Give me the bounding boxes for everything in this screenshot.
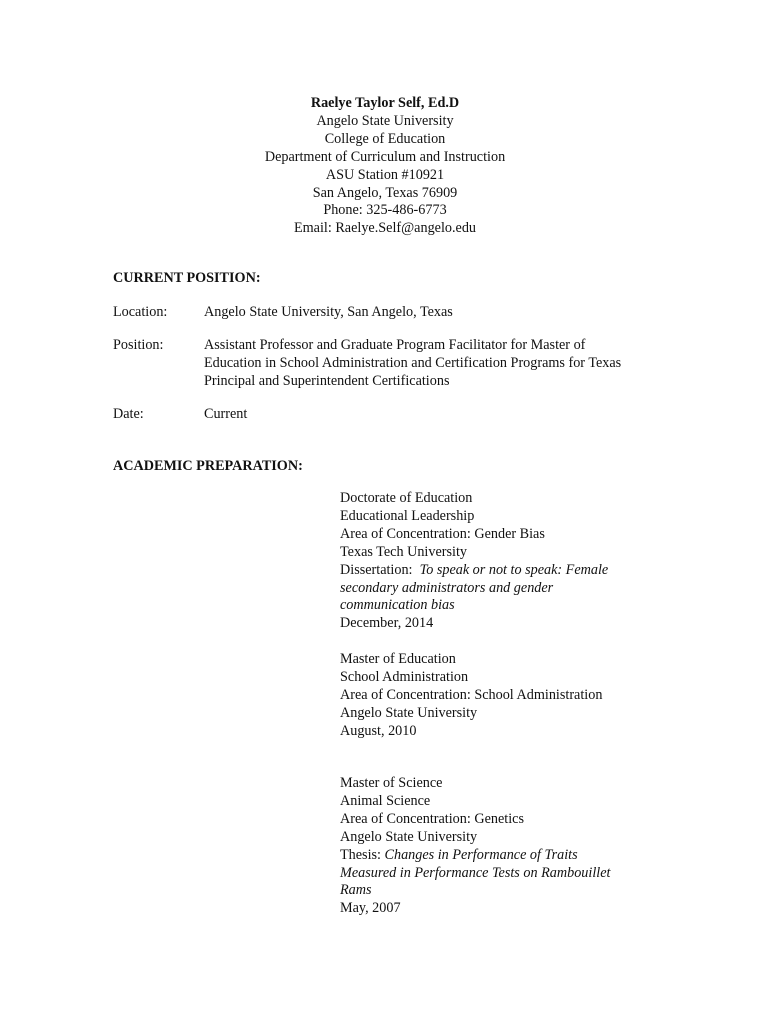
position-line: Principal and Superintendent Certifications (204, 372, 450, 389)
location-value: Angelo State University, San Angelo, Texas (204, 304, 453, 320)
dissertation-title-cont: communication bias (340, 597, 455, 614)
thesis-title: Changes in Performance of Traits (384, 846, 578, 863)
degree-name: Master of Science (340, 775, 443, 791)
thesis-line (340, 847, 740, 865)
dissertation-line (340, 562, 740, 580)
position-label: Position: (113, 337, 164, 353)
degree-concentration: Area of Concentration: Gender Bias (340, 525, 545, 542)
degree-entry-doctorate (340, 490, 740, 633)
degree-concentration: Area of Concentration: School Administration (340, 686, 603, 703)
date-value: Current (204, 406, 248, 422)
degree-institution: Angelo State University (340, 704, 478, 721)
position-line: Assistant Professor and Graduate Program Facilitator for Master of (204, 337, 586, 353)
thesis-prefix: Thesis: (340, 846, 381, 863)
email-line: Email: Raelye.Self@angelo.edu (293, 220, 477, 237)
position-value (204, 337, 674, 391)
degree-name: Doctorate of Education (340, 490, 473, 506)
degree-field: Animal Science (340, 792, 431, 809)
degree-concentration: Area of Concentration: Genetics (340, 810, 524, 827)
degree-date: December, 2014 (340, 615, 434, 632)
department-line: Department of Curriculum and Instruction (264, 148, 506, 165)
degree-date: May, 2007 (340, 900, 401, 917)
person-name: Raelye Taylor Self, Ed.D (310, 95, 460, 111)
degree-field: Educational Leadership (340, 507, 475, 524)
dissertation-title: To speak or not to speak: Female (419, 561, 609, 578)
thesis-title-cont: Measured in Performance Tests on Rambouillet (340, 864, 611, 881)
contact-header (0, 95, 770, 238)
position-line: Education in School Administration and Certification Programs for Texas (204, 354, 622, 371)
degree-field: School Administration (340, 668, 469, 685)
college-line: College of Education (324, 130, 446, 147)
degree-institution: Texas Tech University (340, 543, 467, 560)
academic-preparation-heading: ACADEMIC PREPARATION: (113, 458, 303, 474)
degree-institution: Angelo State University (340, 828, 478, 845)
city-line: San Angelo, Texas 76909 (312, 184, 458, 201)
degree-entry-ms (340, 775, 740, 918)
location-label: Location: (113, 304, 168, 320)
thesis-title-cont: Rams (340, 882, 372, 899)
current-position-heading: CURRENT POSITION: (113, 270, 261, 286)
dissertation-title-cont: secondary administrators and gender (340, 579, 554, 596)
date-label: Date: (113, 406, 144, 422)
phone-line: Phone: 325-486-6773 (323, 202, 447, 219)
station-line: ASU Station #10921 (325, 166, 445, 183)
degree-entry-med (340, 651, 740, 741)
degree-name: Master of Education (340, 651, 456, 667)
dissertation-prefix: Dissertation: (340, 561, 413, 578)
university-line: Angelo State University (316, 112, 454, 129)
degree-date: August, 2010 (340, 722, 417, 739)
